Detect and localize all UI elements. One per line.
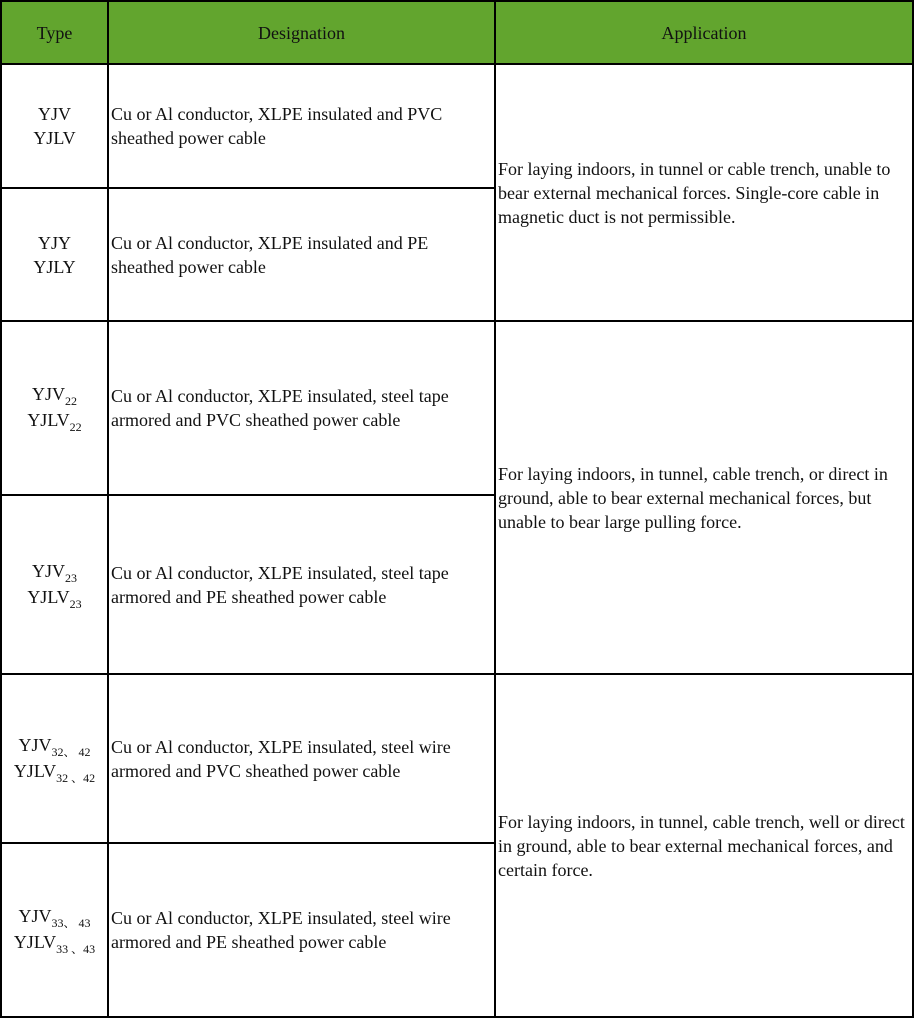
application-cell: For laying indoors, in tunnel, cable trench, or direct in ground, able to bear external mechanical forces, but unable to bear large pulling force. [495, 321, 913, 674]
designation-cell: Cu or Al conductor, XLPE insulated, steel wire armored and PVC sheathed power cable [108, 674, 495, 843]
type-cell [1, 495, 108, 674]
type-subscript: 33、 43 [51, 916, 91, 930]
type-code: YJV [31, 560, 65, 581]
table-row [1, 64, 913, 188]
type-subscript: 33 、43 [56, 942, 96, 956]
designation-cell: Cu or Al conductor, XLPE insulated, steel wire armored and PE sheathed power cable [108, 843, 495, 1017]
type-subscript: 23 [65, 570, 77, 585]
type-code: YJV [18, 906, 52, 926]
type-code: YJLV [33, 128, 76, 148]
type-code: YJLY [33, 256, 76, 277]
table-row [1, 321, 913, 495]
type-cell [1, 321, 108, 495]
type-subscript: 22 [65, 394, 77, 408]
type-code: YJY [37, 232, 71, 253]
type-code: YJV [37, 104, 71, 124]
header-application: Application [495, 1, 913, 64]
header-type: Type [1, 1, 108, 64]
type-subscript: 23 [69, 596, 82, 611]
type-cell [1, 64, 108, 188]
type-code: YJLV [27, 586, 70, 607]
table-body [1, 64, 913, 1017]
application-cell: For laying indoors, in tunnel, cable trench, well or direct in ground, able to bear external mechanical forces, and certain force. [495, 674, 913, 1017]
designation-cell: Cu or Al conductor, XLPE insulated and PVC sheathed power cable [108, 64, 495, 188]
table-row [1, 674, 913, 843]
header-row [1, 1, 913, 64]
type-cell [1, 188, 108, 321]
type-code: YJLV [13, 932, 57, 952]
type-cell [1, 674, 108, 843]
type-code: YJLV [27, 410, 70, 430]
application-cell: For laying indoors, in tunnel or cable trench, unable to bear external mechanical forces. Single-core cable in magnetic duct is not permissible. [495, 64, 913, 321]
designation-cell: Cu or Al conductor, XLPE insulated, steel tape armored and PVC sheathed power cable [108, 321, 495, 495]
designation-cell: Cu or Al conductor, XLPE insulated, steel tape armored and PE sheathed power cable [108, 495, 495, 674]
table-header [1, 1, 913, 64]
type-code: YJV [31, 384, 65, 404]
designation-cell: Cu or Al conductor, XLPE insulated and PE sheathed power cable [108, 188, 495, 321]
header-designation: Designation [108, 1, 495, 64]
type-code: YJLV [13, 760, 57, 781]
type-subscript: 32 、42 [56, 770, 96, 785]
type-subscript: 22 [69, 420, 82, 434]
type-code: YJV [18, 734, 52, 755]
type-subscript: 32、 42 [51, 744, 91, 759]
type-cell [1, 843, 108, 1017]
